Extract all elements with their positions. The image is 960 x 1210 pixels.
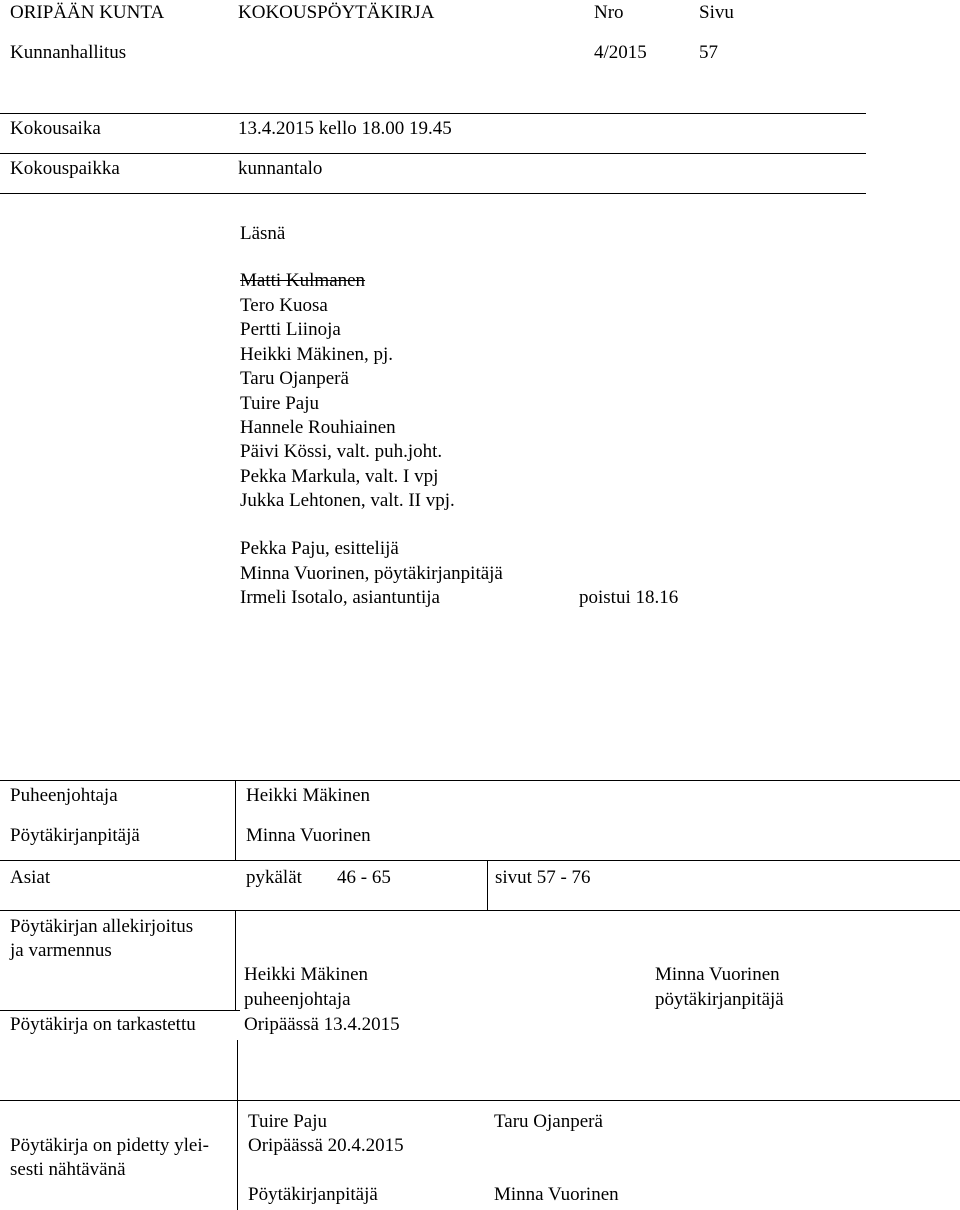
divider (0, 1100, 960, 1101)
signer1-role: puheenjohtaja (244, 989, 351, 1010)
pages-range: sivut 57 - 76 (495, 867, 591, 888)
nro-label: Nro (594, 2, 624, 23)
secretary-label: Pöytäkirjanpitäjä (10, 825, 140, 846)
review-place-date: Oripäässä 13.4.2015 (244, 1014, 400, 1035)
chair-name: Heikki Mäkinen (246, 785, 371, 806)
divider (487, 860, 488, 910)
meeting-time-value: 13.4.2015 kello 18.00 19.45 (238, 118, 452, 139)
body-name: Kunnanhallitus (10, 42, 127, 63)
list-item: Hannele Rouhiainen (240, 417, 396, 438)
divider (0, 113, 866, 114)
sections-range: 46 - 65 (337, 867, 391, 888)
org-name: ORIPÄÄN KUNTA (10, 2, 165, 23)
attendance-heading: Läsnä (240, 223, 286, 244)
chair-label: Puheenjohtaja (10, 785, 118, 806)
list-item: Tero Kuosa (240, 295, 328, 316)
divider (0, 860, 960, 861)
divider (0, 193, 866, 194)
nro-value: 4/2015 (594, 42, 647, 63)
signer2-role: pöytäkirjanpitäjä (655, 989, 784, 1010)
meeting-time-label: Kokousaika (10, 118, 101, 139)
publication-label: Pöytäkirja on pidetty ylei- (10, 1135, 209, 1156)
publication-sig1: Tuire Paju (248, 1111, 328, 1132)
publication-sig2: Taru Ojanperä (494, 1111, 603, 1132)
list-item: Jukka Lehtonen, valt. II vpj. (240, 490, 455, 511)
publication-label-2: sesti nähtävänä (10, 1159, 126, 1180)
signer1-name: Heikki Mäkinen (244, 964, 369, 985)
list-item: Heikki Mäkinen, pj. (240, 344, 394, 365)
list-item: Irmeli Isotalo, asiantuntija (240, 587, 440, 608)
review-label: Pöytäkirja on tarkastettu (10, 1014, 196, 1035)
list-item: Pekka Markula, valt. I vpj (240, 466, 439, 487)
items-label: Asiat (10, 867, 51, 888)
sections-label: pykälät (246, 867, 302, 888)
sivu-label: Sivu (699, 2, 734, 23)
list-item: Pekka Paju, esittelijä (240, 538, 399, 559)
divider (237, 1040, 238, 1100)
meeting-place-value: kunnantalo (238, 158, 323, 179)
publication-place-date: Oripäässä 20.4.2015 (248, 1135, 404, 1156)
publication-role-name: Minna Vuorinen (494, 1184, 619, 1205)
divider (237, 1100, 238, 1210)
sivu-value: 57 (699, 42, 718, 63)
list-item: Päivi Kössi, valt. puh.joht. (240, 441, 443, 462)
meeting-place-label: Kokouspaikka (10, 158, 120, 179)
divider (0, 910, 960, 911)
doc-type: KOKOUSPÖYTÄKIRJA (238, 2, 435, 23)
publication-role: Pöytäkirjanpitäjä (248, 1184, 378, 1205)
signer2-name: Minna Vuorinen (655, 964, 780, 985)
list-item: Tuire Paju (240, 393, 320, 414)
signatures-label: Pöytäkirjan allekirjoitus (10, 916, 194, 937)
divider (0, 780, 960, 781)
divider (0, 153, 866, 154)
signatures-label-2: ja varmennus (10, 940, 112, 961)
secretary-name: Minna Vuorinen (246, 825, 371, 846)
divider (235, 910, 236, 1010)
departure-note: poistui 18.16 (579, 587, 679, 608)
divider (235, 780, 236, 860)
divider (0, 1010, 240, 1011)
list-item: Pertti Liinoja (240, 319, 341, 340)
list-item: Taru Ojanperä (240, 368, 349, 389)
list-item: Minna Vuorinen, pöytäkirjanpitäjä (240, 563, 503, 584)
list-item: Matti Kulmanen (240, 270, 366, 291)
